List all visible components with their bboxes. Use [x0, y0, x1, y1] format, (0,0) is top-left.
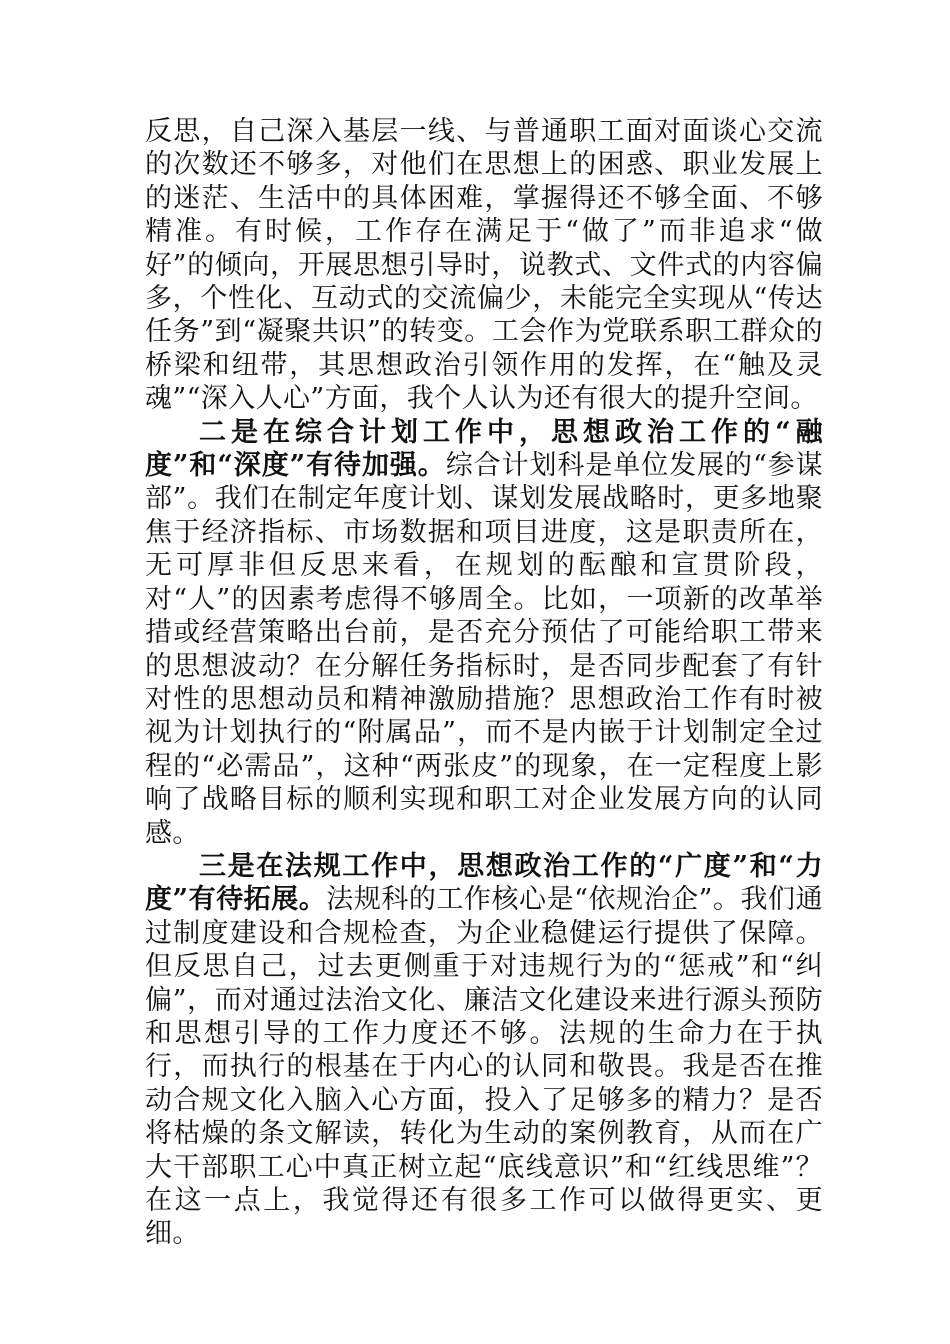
paragraph-3-body: 法规科的工作核心是“依规治企”。我们通过制度建设和合规检查，为企业稳健运行提供了保障。但反思自己，过去更侧重于对违规行为的“惩戒”和“纠偏”，而对通过法治文化、廉洁文化建设来进行源头预防和思想引导的工作力度还不够。法规的生命力在于执行，而执行的根基在于内心的认同和敬畏。我是否在推动合规文化入脑入心方面，投入了足够多的精力？是否将枯燥的条文解读，转化为生动的案例教育，从而在广大干部职工心中真正树立起“底线意识”和“红线思维”？在这一点上，我觉得还有很多工作可以做得更实、更细。: [145, 884, 823, 1250]
paragraph-1: [145, 115, 823, 416]
paragraph-2: [145, 416, 823, 850]
paragraph-3-lead: 三是在法规工作中，思想政治工作的“广度”和“力度”有待拓展。: [145, 850, 823, 916]
paragraph-1-body: 反思，自己深入基层一线、与普通职工面对面谈心交流的次数还不够多，对他们在思想上的困惑、职业发展上的迷茫、生活中的具体困难，掌握得还不够全面、不够精准。有时候，工作存在满足于“做了”而非追求“做好”的倾向，开展思想引导时，说教式、文件式的内容偏多，个性化、互动式的交流偏少，未能完全实现从“传达任务”到“凝聚共识”的转变。工会作为党联系职工群众的桥梁和纽带，其思想政治引领作用的发挥，在“触及灵魂”“深入人心”方面，我个人认为还有很大的提升空间。: [145, 116, 823, 415]
document-body: [145, 115, 823, 1251]
paragraph-3: [145, 850, 823, 1251]
paragraph-2-body: 综合计划科是单位发展的“参谋部”。我们在制定年度计划、谋划发展战略时，更多地聚焦于经济指标、市场数据和项目进度，这是职责所在，无可厚非但反思来看，在规划的酝酿和宣贯阶段，对“人”的因素考虑得不够周全。比如，一项新的改革举措或经营策略出台前，是否充分预估了可能给职工带来的思想波动？在分解任务指标时，是否同步配套了有针对性的思想动员和精神激励措施？思想政治工作有时被视为计划执行的“附属品”，而不是内嵌于计划制定全过程的“必需品”，这种“两张皮”的现象，在一定程度上影响了战略目标的顺利实现和职工对企业发展方向的认同感。: [145, 450, 824, 849]
paragraph-2-lead: 二是在综合计划工作中，思想政治工作的“融度”和“深度”有待加强。: [145, 416, 823, 482]
